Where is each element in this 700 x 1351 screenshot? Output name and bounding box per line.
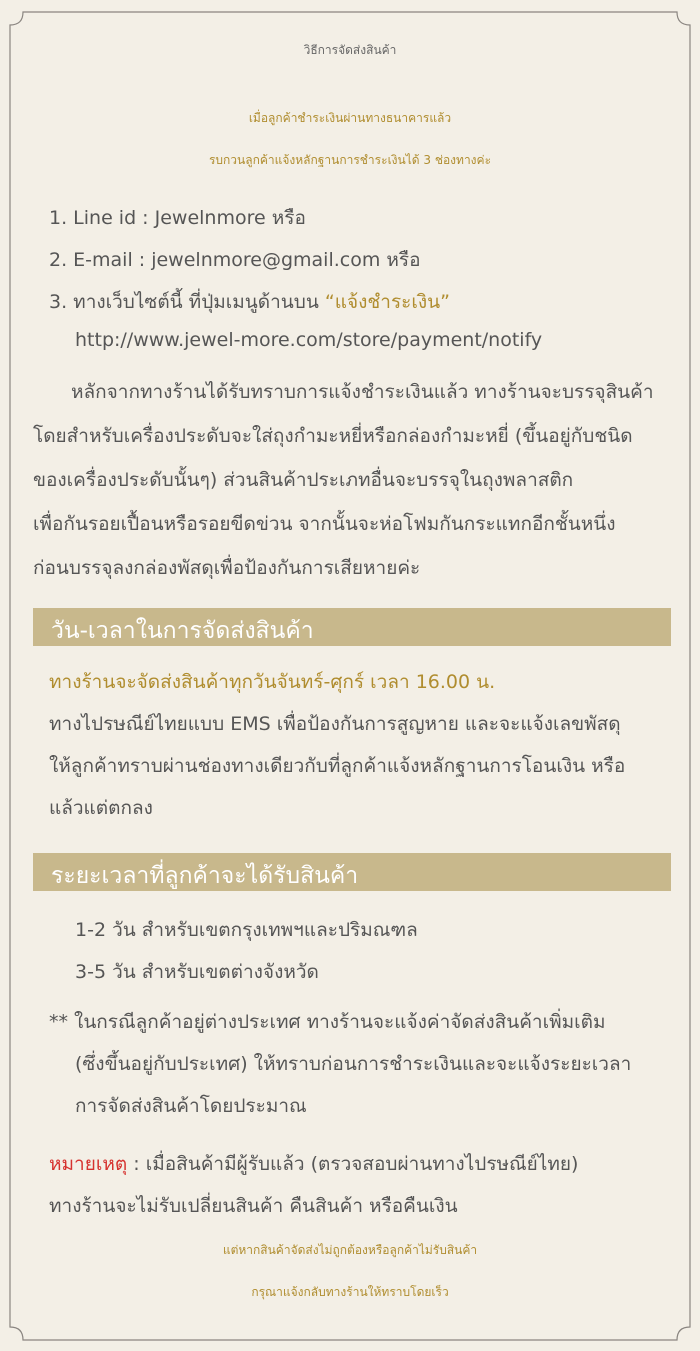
- payment-notice-line-1: เมื่อลูกค้าชำระเงินผ่านทางธนาคารแล้ว: [248, 111, 452, 125]
- packing-paragraph-line: ของเครื่องประดับนั้นๆ) ส่วนสินค้าประเภทอื่นจะบรรจุในถุงพลาสติก: [33, 469, 574, 491]
- packing-paragraph-line: หลักจากทางร้านได้รับทราบการแจ้งชำระเงินแล้ว ทางร้านจะบรรจุสินค้า: [71, 381, 654, 403]
- shipping-schedule-heading: วัน-เวลาในการจัดส่งสินค้า: [51, 618, 314, 644]
- abroad-note-line: การจัดส่งสินค้าโดยประมาณ: [75, 1095, 307, 1117]
- remark-label: หมายเหตุ: [49, 1153, 128, 1175]
- shipping-detail-line: แล้วแต่ตกลง: [49, 797, 153, 819]
- delivery-time-provinces: 3-5 วัน สำหรับเขตต่างจังหวัด: [75, 961, 319, 983]
- shipping-schedule-highlight: ทางร้านจะจัดส่งสินค้าทุกวันจันทร์-ศุกร์ เวลา 16.00 น.: [49, 671, 496, 693]
- footer-line-2: กรุณาแจ้งกลับทางร้านให้ทราบโดยเร็ว: [251, 1285, 449, 1299]
- shipping-schedule-header: [33, 608, 671, 646]
- abroad-note-line: (ซึ่งขึ้นอยู่กับประเทศ) ให้ทราบก่อนการชำระเงินและจะแจ้งระยะเวลา: [75, 1053, 632, 1075]
- channel-website: [49, 287, 450, 317]
- remark-text: : เมื่อสินค้ามีผู้รับแล้ว (ตรวจสอบผ่านทางไปรษณีย์ไทย): [127, 1153, 579, 1175]
- delivery-time-bangkok: 1-2 วัน สำหรับเขตกรุงเทพฯและปริมณฑล: [75, 919, 418, 941]
- packing-paragraph-line: โดยสำหรับเครื่องประดับจะใส่ถุงกำมะหยี่หรือกล่องกำมะหยี่ (ขึ้นอยู่กับชนิด: [33, 425, 633, 447]
- remark-line: [49, 1149, 578, 1179]
- remark-line-2: ทางร้านจะไม่รับเปลี่ยนสินค้า คืนสินค้า หรือคืนเงิน: [49, 1195, 458, 1217]
- page-title: วิธีการจัดส่งสินค้า: [303, 43, 397, 57]
- packing-paragraph-line: ก่อนบรรจุลงกล่องพัสดุเพื่อป้องกันการเสียหายค่ะ: [33, 557, 421, 579]
- packing-paragraph-line: เพื่อกันรอยเปื้อนหรือรอยขีดข่วน จากนั้นจะห่อโฟมกันกระแทกอีกชั้นหนึ่ง: [33, 513, 616, 535]
- channel-line-id: 1. Line id : Jewelnmore หรือ: [49, 207, 306, 229]
- payment-notice-line-2: รบกวนลูกค้าแจ้งหลักฐานการชำระเงินได้ 3 ช่องทางค่ะ: [208, 153, 492, 167]
- payment-notify-url: http://www.jewel-more.com/store/payment/notify: [75, 329, 543, 351]
- channel-website-text: 3. ทางเว็บไซต์นี้ ที่ปุ่มเมนูด้านบน: [49, 291, 325, 313]
- shipping-info-card: [9, 11, 691, 1341]
- delivery-time-heading: ระยะเวลาที่ลูกค้าจะได้รับสินค้า: [51, 863, 359, 889]
- shipping-detail-line: ทางไปรษณีย์ไทยแบบ EMS เพื่อป้องกันการสูญหาย และจะแจ้งเลขพัสดุ: [49, 713, 621, 735]
- channel-email: 2. E-mail : jewelnmore@gmail.com หรือ: [49, 249, 421, 271]
- shipping-detail-line: ให้ลูกค้าทราบผ่านช่องทางเดียวกับที่ลูกค้าแจ้งหลักฐานการโอนเงิน หรือ: [49, 755, 626, 777]
- footer-line-1: แต่หากสินค้าจัดส่งไม่ถูกต้องหรือลูกค้าไม่รับสินค้า: [222, 1243, 478, 1257]
- abroad-note-line: ** ในกรณีลูกค้าอยู่ต่างประเทศ ทางร้านจะแจ้งค่าจัดส่งสินค้าเพิ่มเติม: [49, 1011, 606, 1033]
- notify-payment-label: “แจ้งชำระเงิน”: [324, 291, 450, 313]
- delivery-time-header: [33, 853, 671, 891]
